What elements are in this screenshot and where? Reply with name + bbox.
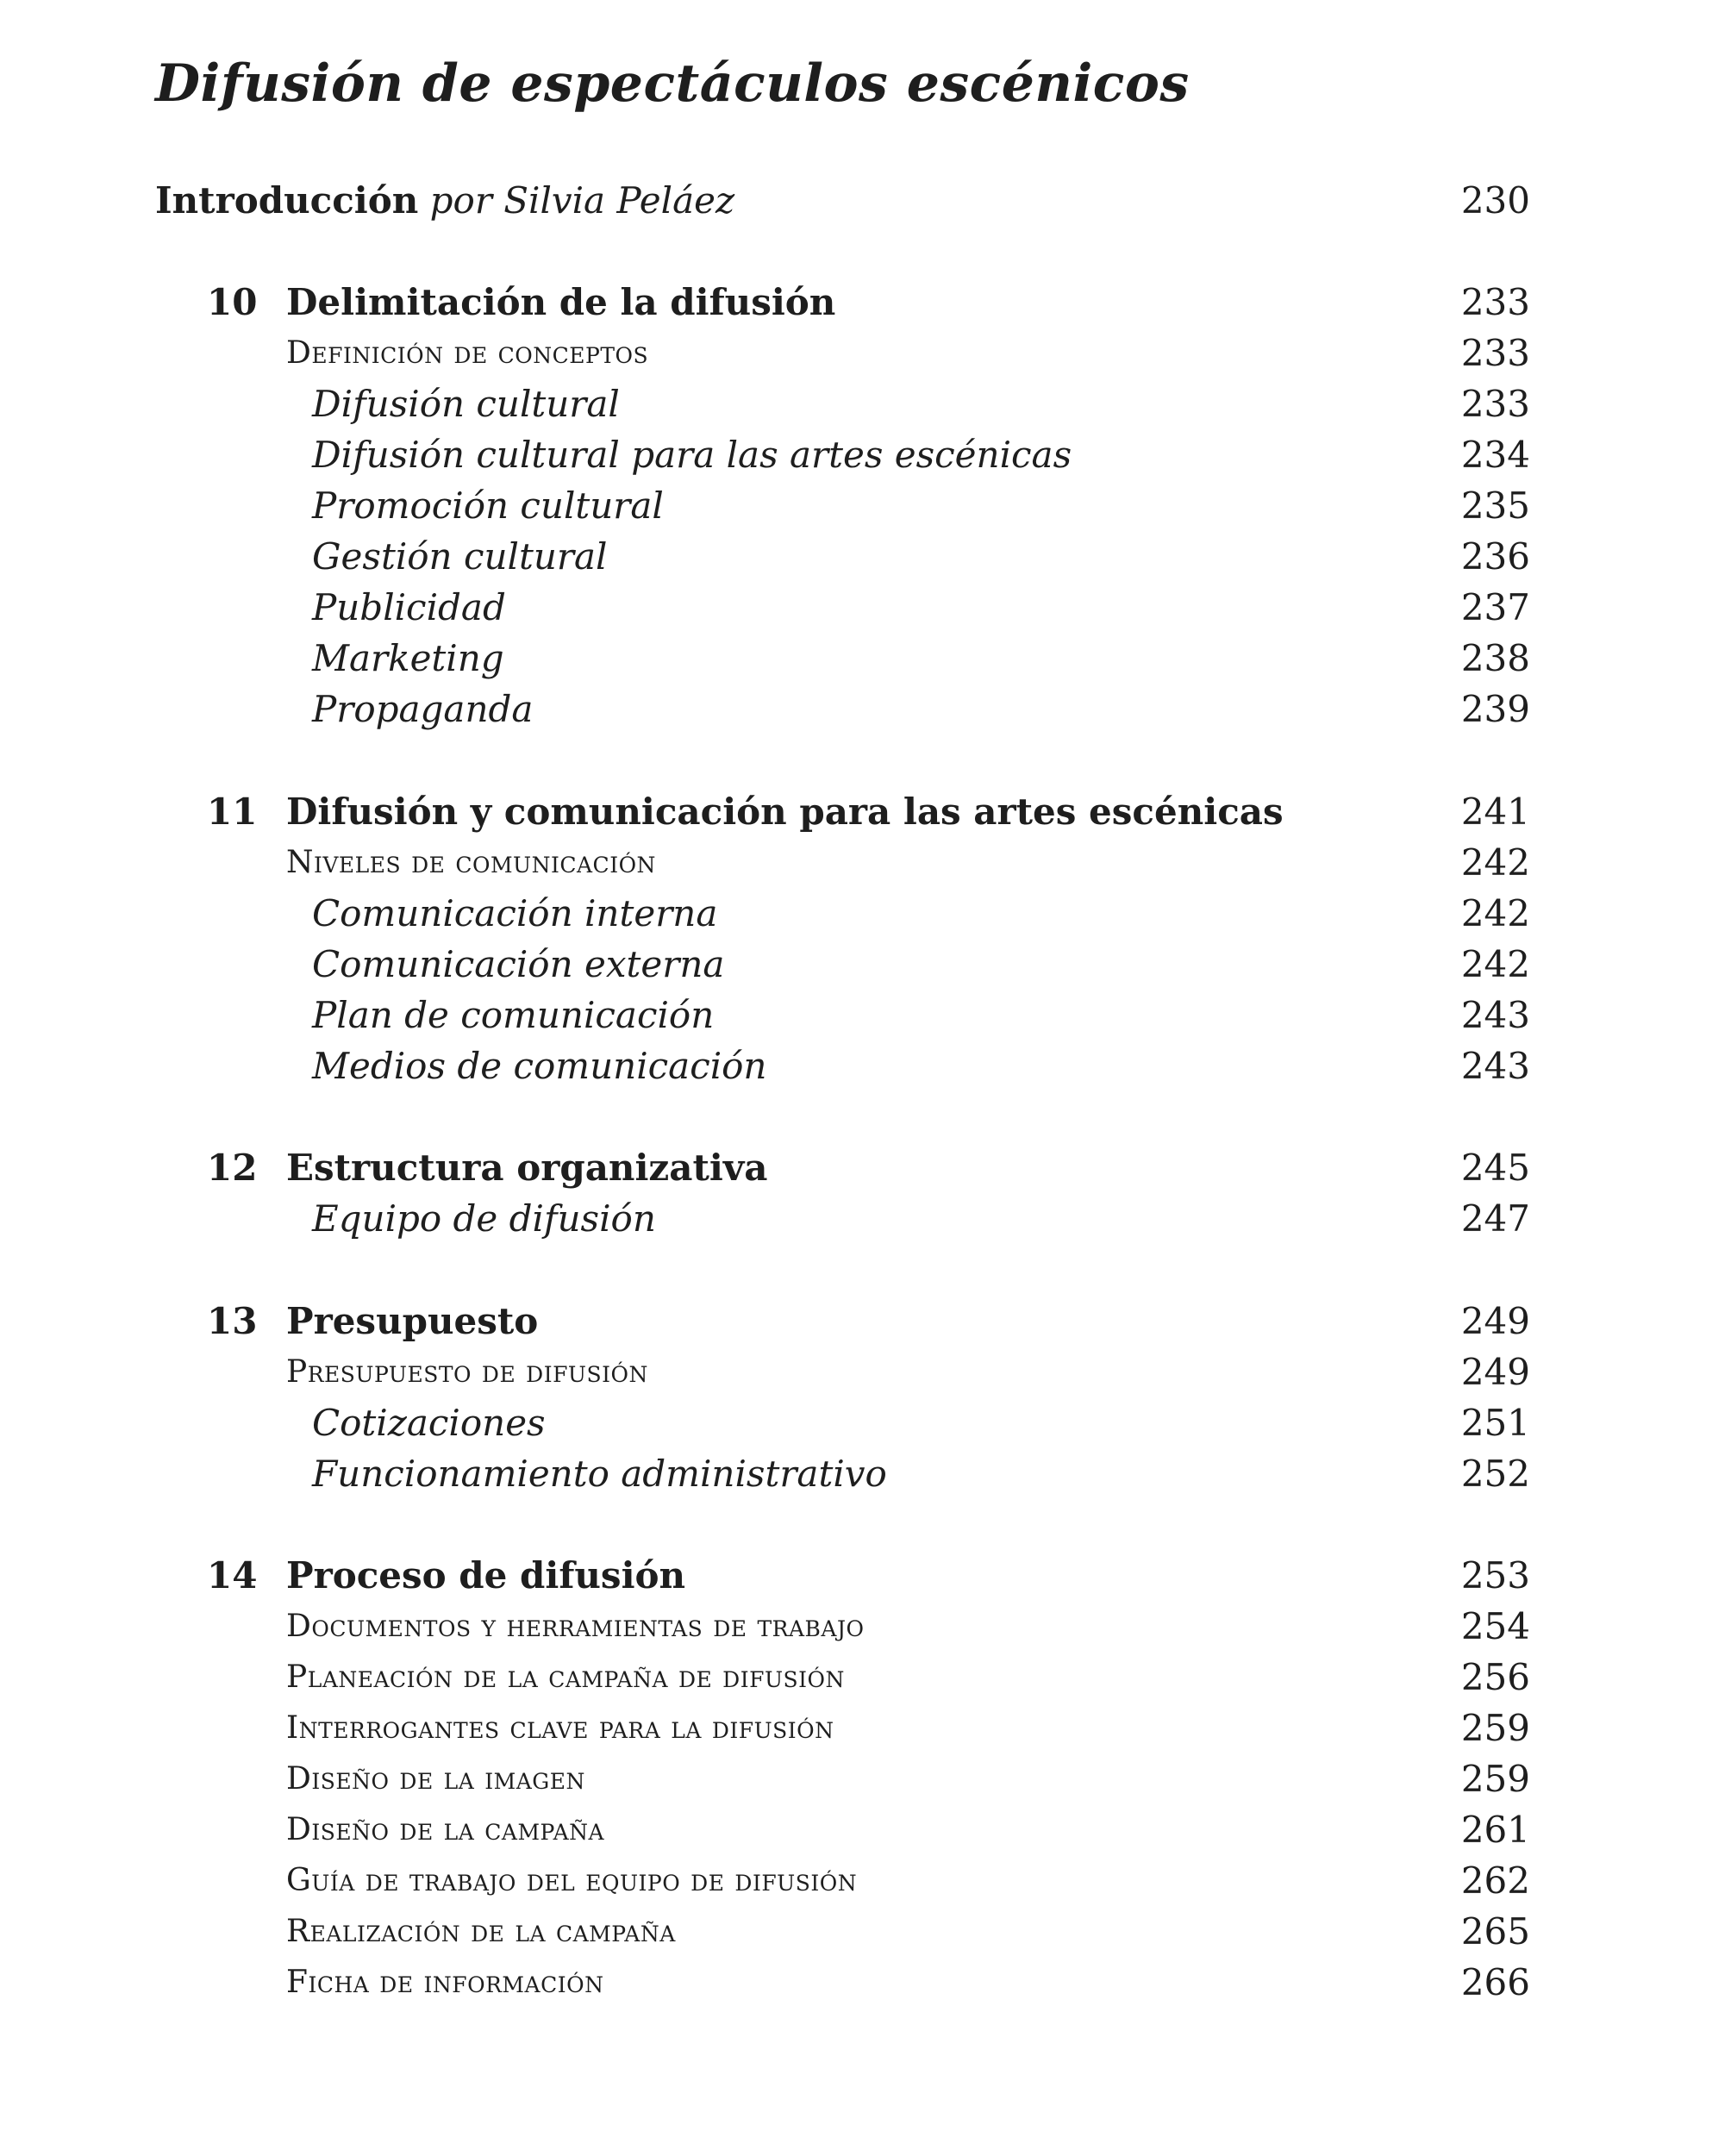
toc-subsection-entry[interactable]: Cotizaciones xyxy=(312,1402,546,1444)
entry-page-number: 233 xyxy=(1460,383,1530,425)
entry-page-number: 234 xyxy=(1460,434,1530,476)
toc-subsection-entry[interactable]: Comunicación interna xyxy=(312,892,718,934)
entry-page-number: 252 xyxy=(1460,1453,1530,1495)
chapter-title[interactable]: Delimitación de la difusión xyxy=(286,281,836,323)
entry-page-number: 239 xyxy=(1460,688,1530,730)
entry-page-number: 254 xyxy=(1460,1605,1530,1647)
entry-page-number: 247 xyxy=(1460,1197,1530,1240)
entry-page-number: 262 xyxy=(1460,1859,1530,1902)
entry-page-number: 249 xyxy=(1460,1351,1530,1393)
entry-page-number: 251 xyxy=(1460,1402,1530,1444)
entry-page-number: 237 xyxy=(1460,586,1530,628)
toc-subsection-entry[interactable]: Medios de comunicación xyxy=(312,1045,767,1087)
chapter-number: 12 xyxy=(207,1147,258,1189)
entry-page-number: 236 xyxy=(1460,535,1530,578)
toc-subsection-entry[interactable]: Publicidad xyxy=(312,586,506,628)
entry-page-number: 261 xyxy=(1460,1809,1530,1851)
entry-page-number: 259 xyxy=(1460,1707,1530,1749)
entry-page-number: 265 xyxy=(1460,1910,1530,1953)
entry-page-number: 243 xyxy=(1460,994,1530,1036)
toc-subsection-entry[interactable]: Gestión cultural xyxy=(312,535,608,578)
chapter-number: 10 xyxy=(207,281,258,323)
toc-section-entry[interactable]: Ficha de información xyxy=(286,1965,604,2000)
chapter-title[interactable]: Estructura organizativa xyxy=(286,1147,768,1189)
toc-subsection-entry[interactable]: Funcionamiento administrativo xyxy=(312,1453,887,1495)
entry-page-number: 238 xyxy=(1460,637,1530,679)
toc-section-entry[interactable]: Diseño de la imagen xyxy=(286,1761,585,1797)
entry-page-number: 243 xyxy=(1460,1045,1530,1087)
chapter-number: 13 xyxy=(207,1300,258,1342)
toc-intro[interactable] xyxy=(155,176,734,226)
toc-section-entry[interactable]: Documentos y herramientas de trabajo xyxy=(286,1609,865,1644)
toc-subsection-entry[interactable]: Comunicación externa xyxy=(312,943,725,985)
toc-subsection-entry[interactable]: Propaganda xyxy=(312,688,534,730)
toc-section-entry[interactable]: Niveles de comunicación xyxy=(286,845,656,880)
chapter-number: 14 xyxy=(207,1554,258,1597)
entry-page-number: 266 xyxy=(1460,1961,1530,2003)
chapter-page-number: 253 xyxy=(1460,1554,1530,1597)
chapter-page-number: 241 xyxy=(1460,791,1530,833)
chapter-page-number: 249 xyxy=(1460,1300,1530,1342)
intro-page-number: 230 xyxy=(1460,179,1530,222)
toc-section-entry[interactable]: Planeación de la campaña de difusión xyxy=(286,1659,845,1695)
chapter-title[interactable]: Presupuesto xyxy=(286,1300,539,1342)
chapter-title[interactable]: Proceso de difusión xyxy=(286,1554,686,1597)
entry-page-number: 259 xyxy=(1460,1758,1530,1800)
entry-page-number: 235 xyxy=(1460,484,1530,527)
toc-subsection-entry[interactable]: Promoción cultural xyxy=(312,484,664,527)
intro-author: por Silvia Peláez xyxy=(429,179,735,222)
entry-page-number: 242 xyxy=(1460,943,1530,985)
chapter-title[interactable]: Difusión y comunicación para las artes escénicas xyxy=(286,791,1284,833)
toc-section-entry[interactable]: Definición de conceptos xyxy=(286,335,649,371)
chapter-number: 11 xyxy=(207,791,258,833)
entry-page-number: 233 xyxy=(1460,332,1530,374)
intro-label: Introducción xyxy=(155,179,419,222)
page-title: Difusión de espectáculos escénicos xyxy=(155,53,1190,114)
toc-section-entry[interactable]: Guía de trabajo del equipo de difusión xyxy=(286,1863,858,1898)
toc-subsection-entry[interactable]: Plan de comunicación xyxy=(312,994,715,1036)
entry-page-number: 242 xyxy=(1460,841,1530,884)
toc-subsection-entry[interactable]: Equipo de difusión xyxy=(312,1197,656,1240)
toc-subsection-entry[interactable]: Marketing xyxy=(312,637,504,679)
toc-section-entry[interactable]: Diseño de la campaña xyxy=(286,1812,605,1847)
toc-section-entry[interactable]: Interrogantes clave para la difusión xyxy=(286,1710,834,1746)
toc-section-entry[interactable]: Realización de la campaña xyxy=(286,1914,676,1949)
chapter-page-number: 233 xyxy=(1460,281,1530,323)
entry-page-number: 242 xyxy=(1460,892,1530,934)
entry-page-number: 256 xyxy=(1460,1656,1530,1698)
chapter-page-number: 245 xyxy=(1460,1147,1530,1189)
toc-subsection-entry[interactable]: Difusión cultural para las artes escénicas xyxy=(312,434,1072,476)
toc-section-entry[interactable]: Presupuesto de difusión xyxy=(286,1354,648,1390)
toc-subsection-entry[interactable]: Difusión cultural xyxy=(312,383,620,425)
